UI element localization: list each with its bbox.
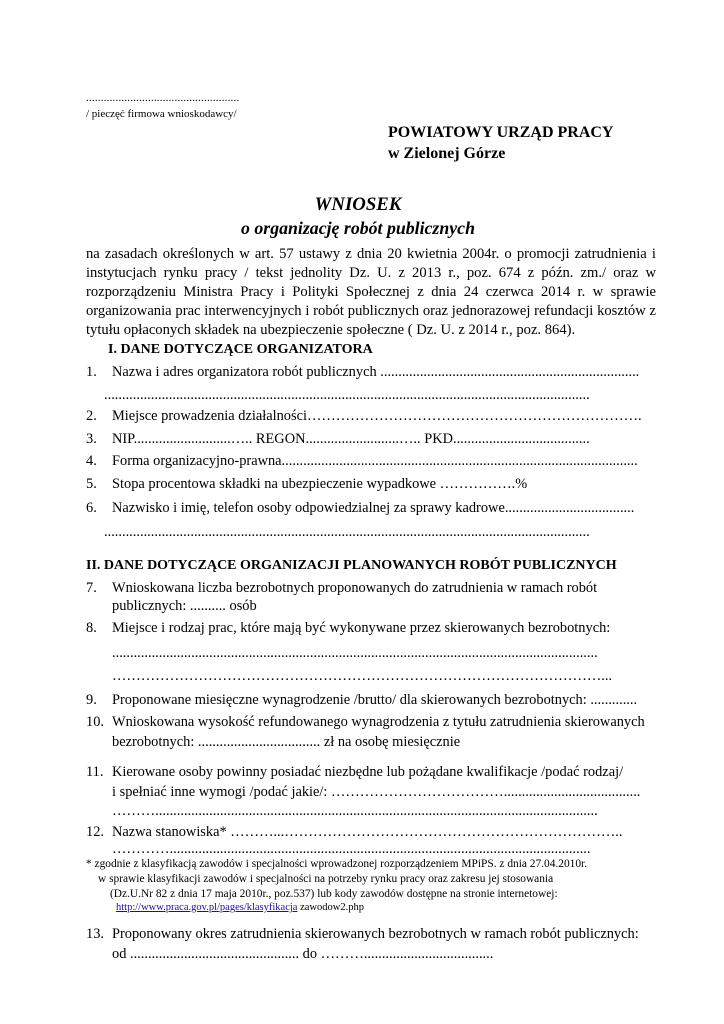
item-number: 13. xyxy=(86,926,104,942)
field-label: Nazwa i adres organizatora robót publicznych ........................................................................ xyxy=(112,364,640,380)
field-9-proposed-salary[interactable] xyxy=(86,692,637,709)
item-number: 7. xyxy=(86,580,97,596)
section-2-heading: II. DANE DOTYCZĄCE ORGANIZACJI PLANOWANYCH ROBÓT PUBLICZNYCH xyxy=(86,558,617,573)
item-number: 2. xyxy=(86,408,97,424)
field-5-accident-insurance-rate[interactable] xyxy=(86,476,527,493)
item-number: 5. xyxy=(86,476,97,492)
item-number: 3. xyxy=(86,431,97,447)
item-number: 9. xyxy=(86,692,97,708)
field-3-nip-regon-pkd[interactable] xyxy=(86,431,590,448)
field-7-unemployed-count[interactable] xyxy=(86,580,597,597)
field-13-date-range[interactable]: od ............................................... do ……….................................... xyxy=(112,946,494,962)
field-label: Miejsce i rodzaj prac, które mają być wykonywane przez skierowanych bezrobotnych: xyxy=(112,620,611,636)
field-1-organizer-name[interactable] xyxy=(86,364,639,381)
footnote-link-row xyxy=(116,902,364,913)
legal-basis-paragraph: na zasadach określonych w art. 57 ustawy z dnia 20 kwietnia 2004r. o promocji zatrudnienia i instytucjach rynku pracy / tekst jednolity Dz. U. z 2013 r., poz. 674 z późn. zm./ oraz w rozporządzeniu Ministra Pracy i Polityki Społecznej z dnia 24 czerwca 2014 r. w sprawie organizowania prac interwencyjnych i robót publicznych oraz jednorazowej refundacji kosztów z tytułu opłaconych składek na ubezpieczenie społeczne ( Dz. U. z 2014 r., poz. 864). xyxy=(86,246,656,338)
item-number: 8. xyxy=(86,620,97,636)
field-4-legal-form[interactable] xyxy=(86,453,638,470)
office-city: w Zielonej Górze xyxy=(388,145,506,162)
field-label: Proponowany okres zatrudnienia skierowanych bezrobotnych w ramach robót publicznych: xyxy=(112,926,639,942)
field-11-qualifications[interactable] xyxy=(86,764,623,781)
company-stamp-label: / pieczęć firmowa wnioskodawcy/ xyxy=(86,108,237,120)
field-label: Wnioskowana liczba bezrobotnych proponowanych do zatrudnienia w ramach robót xyxy=(112,580,598,596)
item-number: 12. xyxy=(86,824,104,840)
field-label: Nazwa stanowiska* ………...…………………………………………………………….. xyxy=(112,824,623,840)
field-label: Kierowane osoby powinny posiadać niezbędne lub pożądane kwalifikacje /podać rodzaj/ xyxy=(112,764,624,780)
field-1-continuation[interactable]: ....................................................................................................................................... xyxy=(104,387,590,403)
field-12-continuation[interactable]: …………..................................................................................................................... xyxy=(112,841,591,857)
field-8-work-place-type[interactable] xyxy=(86,620,610,637)
field-10-refund-amount[interactable] xyxy=(86,714,645,731)
field-label: NIP...........................….. REGON..........................….. PKD...................................... xyxy=(112,431,590,447)
field-2-business-location[interactable] xyxy=(86,408,642,425)
item-number: 11. xyxy=(86,764,104,780)
field-11-line-2[interactable]: ………........................................................................................................................... xyxy=(112,803,598,819)
field-label: Miejsce prowadzenia działalności……………………………………………………………. xyxy=(112,408,642,424)
item-number: 10. xyxy=(86,714,104,730)
field-label: Forma organizacyjno-prawna................................................................................................... xyxy=(112,453,638,469)
footnote-line-1: * zgodnie z klasyfikacją zawodów i specjalności wprowadzonej rozporządzeniem MPiPS. z dnia 27.04.2010r. xyxy=(86,858,588,870)
item-number: 4. xyxy=(86,453,97,469)
section-1-heading: I. DANE DOTYCZĄCE ORGANIZATORA xyxy=(108,342,373,357)
classification-link[interactable]: http://www.praca.gov.pl/pages/klasyfikacja xyxy=(116,902,298,913)
field-10-continuation[interactable]: bezrobotnych: .................................. zł na osobę miesięcznie xyxy=(112,734,461,750)
company-stamp-placeholder: .................................................... xyxy=(86,92,240,104)
field-6-continuation[interactable]: ....................................................................................................................................... xyxy=(104,524,590,540)
field-label: Wnioskowana wysokość refundowanego wynagrodzenia z tytułu zatrudnienia skierowanych xyxy=(112,714,645,730)
footnote-line-3: (Dz.U.Nr 82 z dnia 17 maja 2010r., poz.537) lub kody zawodów dostępne na stronie internetowej: xyxy=(110,888,558,900)
item-number: 1. xyxy=(86,364,97,380)
field-7-continuation[interactable]: publicznych: .......... osób xyxy=(112,598,257,614)
field-label: Stopa procentowa składki na ubezpieczenie wypadkowe …………….% xyxy=(112,476,528,492)
field-13-employment-period[interactable] xyxy=(86,926,639,943)
document-subtitle: o organizację robót publicznych xyxy=(241,218,475,238)
field-11-requirements[interactable]: i spełniać inne wymogi /podać jakie/: ………………………………...................................... xyxy=(112,784,641,800)
field-8-line-1[interactable]: ....................................................................................................................................... xyxy=(112,645,598,661)
field-12-position-name[interactable] xyxy=(86,824,622,841)
field-8-line-2[interactable]: …………………………………………………………………………………………... xyxy=(112,668,613,684)
field-label: Proponowane miesięczne wynagrodzenie /brutto/ dla skierowanych bezrobotnych: ............. xyxy=(112,692,638,708)
field-6-hr-contact[interactable] xyxy=(86,500,634,517)
field-label: Nazwisko i imię, telefon osoby odpowiedzialnej za sprawy kadrowe.................................... xyxy=(112,500,635,516)
footnote-line-2: w sprawie klasyfikacji zawodów i specjalności na potrzeby rynku pracy oraz zakresu jej stosowania xyxy=(98,873,554,885)
item-number: 6. xyxy=(86,500,97,516)
document-title: WNIOSEK xyxy=(314,194,402,215)
classification-link-tail: zawodow2.php xyxy=(297,902,364,913)
office-name: POWIATOWY URZĄD PRACY xyxy=(388,124,614,141)
